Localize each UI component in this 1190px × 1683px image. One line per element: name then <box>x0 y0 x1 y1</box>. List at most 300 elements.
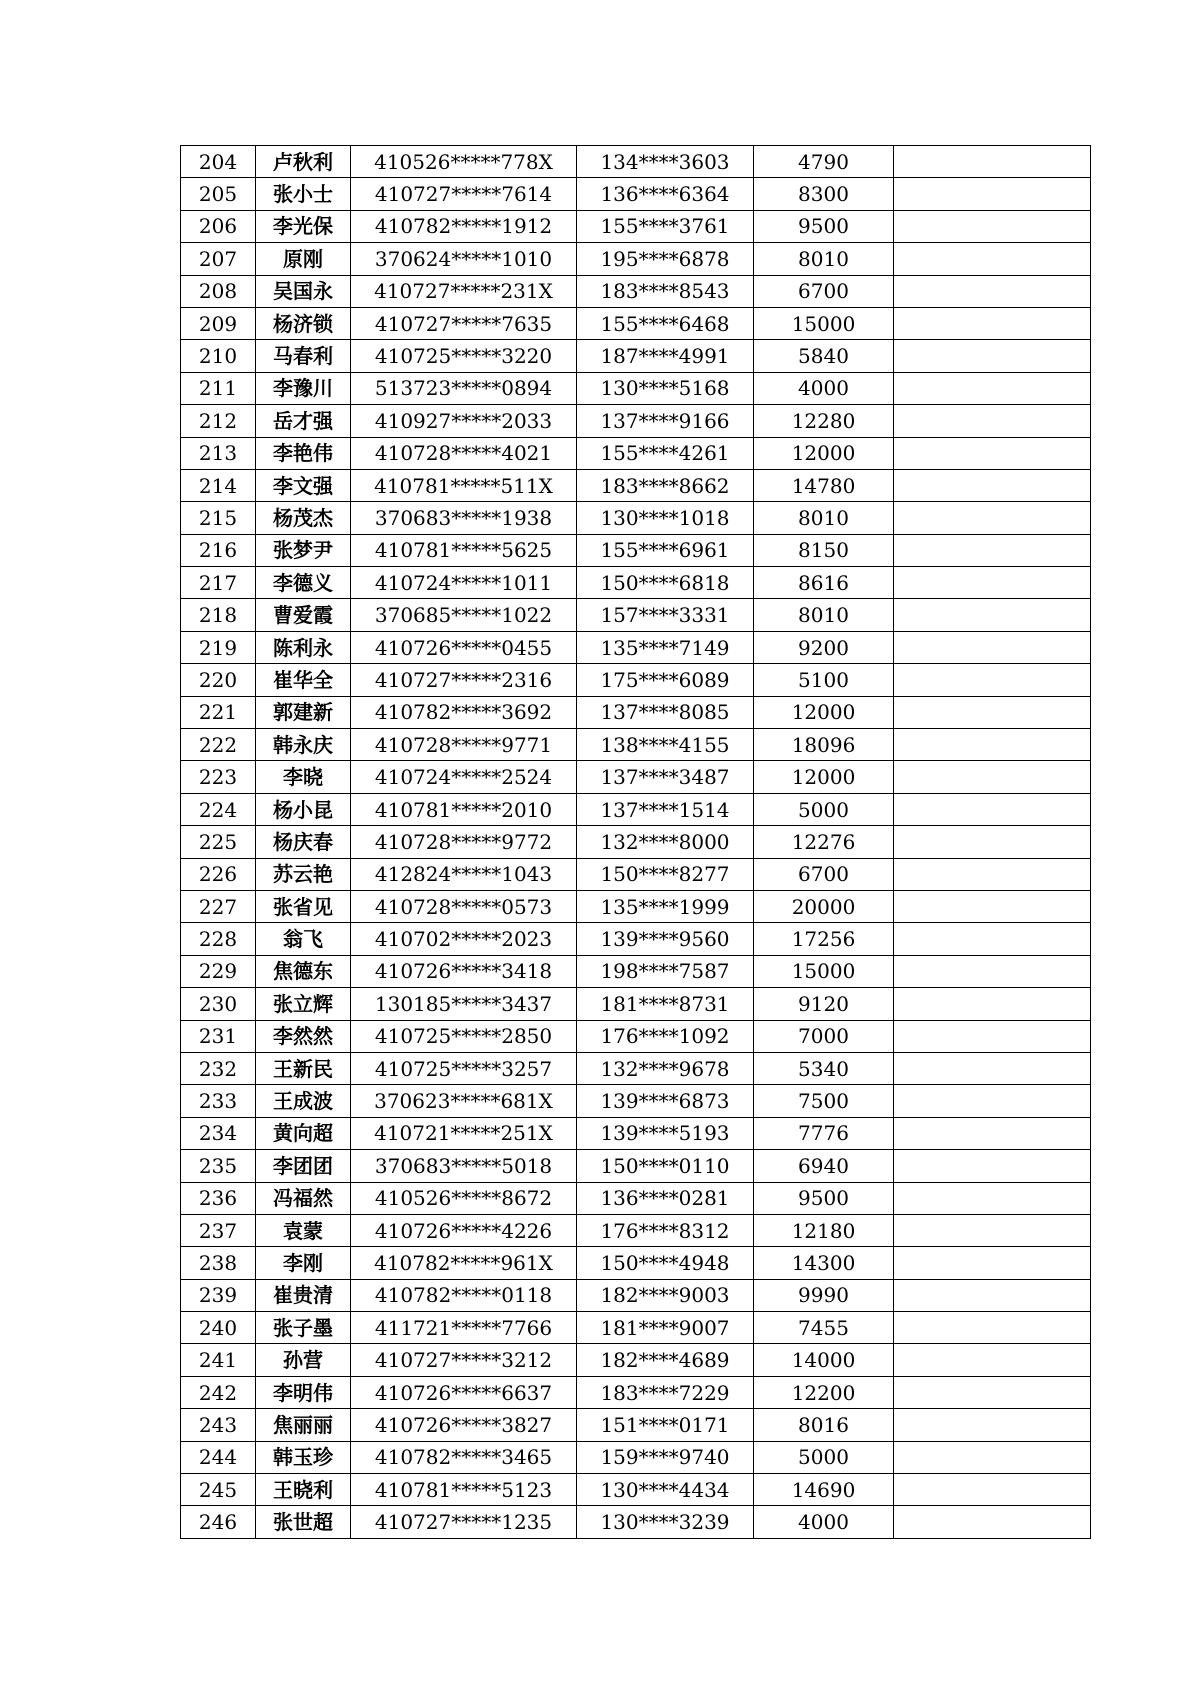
remark-cell <box>894 1441 1091 1473</box>
row-index-cell: 226 <box>181 858 256 890</box>
remark-cell <box>894 923 1091 955</box>
row-index-cell: 215 <box>181 502 256 534</box>
name-cell: 李文强 <box>256 469 351 501</box>
id-number-cell: 410726*****6637 <box>351 1376 577 1408</box>
name-cell: 杨茂杰 <box>256 502 351 534</box>
row-index-cell: 218 <box>181 599 256 631</box>
name-cell: 焦丽丽 <box>256 1409 351 1441</box>
row-index-cell: 219 <box>181 631 256 663</box>
name-cell: 原刚 <box>256 243 351 275</box>
table-row <box>181 1150 1091 1182</box>
amount-cell: 8616 <box>754 567 894 599</box>
remark-cell <box>894 502 1091 534</box>
amount-cell: 15000 <box>754 307 894 339</box>
remark-cell <box>894 307 1091 339</box>
table-row <box>181 469 1091 501</box>
remark-cell <box>894 1344 1091 1376</box>
id-number-cell: 410728*****9772 <box>351 826 577 858</box>
row-index-cell: 239 <box>181 1279 256 1311</box>
row-index-cell: 231 <box>181 1020 256 1052</box>
name-cell: 韩永庆 <box>256 729 351 761</box>
remark-cell <box>894 275 1091 307</box>
amount-cell: 9990 <box>754 1279 894 1311</box>
amount-cell: 8010 <box>754 599 894 631</box>
id-number-cell: 370623*****681X <box>351 1085 577 1117</box>
phone-cell: 135****1999 <box>577 890 754 922</box>
phone-cell: 155****3761 <box>577 210 754 242</box>
phone-cell: 187****4991 <box>577 340 754 372</box>
id-number-cell: 410782*****0118 <box>351 1279 577 1311</box>
phone-cell: 183****8662 <box>577 469 754 501</box>
row-index-cell: 242 <box>181 1376 256 1408</box>
remark-cell <box>894 469 1091 501</box>
table-row <box>181 534 1091 566</box>
amount-cell: 9200 <box>754 631 894 663</box>
name-cell: 李刚 <box>256 1247 351 1279</box>
name-cell: 李艳伟 <box>256 437 351 469</box>
id-number-cell: 410782*****1912 <box>351 210 577 242</box>
phone-cell: 150****6818 <box>577 567 754 599</box>
amount-cell: 6700 <box>754 858 894 890</box>
name-cell: 李豫川 <box>256 372 351 404</box>
row-index-cell: 225 <box>181 826 256 858</box>
table-row <box>181 372 1091 404</box>
amount-cell: 9500 <box>754 210 894 242</box>
name-cell: 李光保 <box>256 210 351 242</box>
row-index-cell: 230 <box>181 988 256 1020</box>
table-row <box>181 567 1091 599</box>
phone-cell: 138****4155 <box>577 729 754 761</box>
row-index-cell: 234 <box>181 1117 256 1149</box>
row-index-cell: 246 <box>181 1506 256 1538</box>
id-number-cell: 410725*****3220 <box>351 340 577 372</box>
phone-cell: 136****6364 <box>577 178 754 210</box>
table-row <box>181 1214 1091 1246</box>
name-cell: 张省见 <box>256 890 351 922</box>
row-index-cell: 240 <box>181 1312 256 1344</box>
row-index-cell: 228 <box>181 923 256 955</box>
remark-cell <box>894 955 1091 987</box>
row-index-cell: 223 <box>181 761 256 793</box>
table-row <box>181 437 1091 469</box>
row-index-cell: 216 <box>181 534 256 566</box>
phone-cell: 182****4689 <box>577 1344 754 1376</box>
remark-cell <box>894 793 1091 825</box>
amount-cell: 12180 <box>754 1214 894 1246</box>
amount-cell: 4000 <box>754 1506 894 1538</box>
id-number-cell: 410726*****3827 <box>351 1409 577 1441</box>
phone-cell: 137****8085 <box>577 696 754 728</box>
id-number-cell: 370624*****1010 <box>351 243 577 275</box>
row-index-cell: 245 <box>181 1474 256 1506</box>
id-number-cell: 370683*****5018 <box>351 1150 577 1182</box>
row-index-cell: 237 <box>181 1214 256 1246</box>
table-row <box>181 599 1091 631</box>
name-cell: 崔华全 <box>256 664 351 696</box>
amount-cell: 6940 <box>754 1150 894 1182</box>
table-row <box>181 405 1091 437</box>
table-row <box>181 1052 1091 1084</box>
amount-cell: 18096 <box>754 729 894 761</box>
remark-cell <box>894 1409 1091 1441</box>
remark-cell <box>894 1474 1091 1506</box>
id-number-cell: 410727*****7635 <box>351 307 577 339</box>
table-row <box>181 307 1091 339</box>
table-row <box>181 631 1091 663</box>
name-cell: 李然然 <box>256 1020 351 1052</box>
id-number-cell: 410724*****1011 <box>351 567 577 599</box>
remark-cell <box>894 405 1091 437</box>
id-number-cell: 410782*****961X <box>351 1247 577 1279</box>
name-cell: 袁蒙 <box>256 1214 351 1246</box>
table-row <box>181 146 1091 178</box>
table-row <box>181 210 1091 242</box>
remark-cell <box>894 534 1091 566</box>
name-cell: 崔贵清 <box>256 1279 351 1311</box>
table-row <box>181 890 1091 922</box>
table-row <box>181 1474 1091 1506</box>
row-index-cell: 206 <box>181 210 256 242</box>
amount-cell: 8010 <box>754 243 894 275</box>
phone-cell: 137****3487 <box>577 761 754 793</box>
remark-cell <box>894 243 1091 275</box>
amount-cell: 12200 <box>754 1376 894 1408</box>
remark-cell <box>894 146 1091 178</box>
phone-cell: 181****9007 <box>577 1312 754 1344</box>
phone-cell: 137****1514 <box>577 793 754 825</box>
remark-cell <box>894 1279 1091 1311</box>
table-row <box>181 793 1091 825</box>
remark-cell <box>894 1214 1091 1246</box>
name-cell: 黄向超 <box>256 1117 351 1149</box>
phone-cell: 139****6873 <box>577 1085 754 1117</box>
roster-table <box>180 145 1091 1539</box>
row-index-cell: 214 <box>181 469 256 501</box>
phone-cell: 139****9560 <box>577 923 754 955</box>
table-row <box>181 826 1091 858</box>
remark-cell <box>894 1150 1091 1182</box>
amount-cell: 5840 <box>754 340 894 372</box>
table-row <box>181 1182 1091 1214</box>
remark-cell <box>894 1247 1091 1279</box>
phone-cell: 150****8277 <box>577 858 754 890</box>
id-number-cell: 410526*****778X <box>351 146 577 178</box>
remark-cell <box>894 1117 1091 1149</box>
amount-cell: 12276 <box>754 826 894 858</box>
name-cell: 岳才强 <box>256 405 351 437</box>
phone-cell: 159****9740 <box>577 1441 754 1473</box>
phone-cell: 182****9003 <box>577 1279 754 1311</box>
amount-cell: 9500 <box>754 1182 894 1214</box>
table-row <box>181 761 1091 793</box>
amount-cell: 8150 <box>754 534 894 566</box>
row-index-cell: 232 <box>181 1052 256 1084</box>
id-number-cell: 411721*****7766 <box>351 1312 577 1344</box>
amount-cell: 20000 <box>754 890 894 922</box>
phone-cell: 183****8543 <box>577 275 754 307</box>
amount-cell: 5000 <box>754 1441 894 1473</box>
phone-cell: 136****0281 <box>577 1182 754 1214</box>
phone-cell: 157****3331 <box>577 599 754 631</box>
table-row <box>181 696 1091 728</box>
phone-cell: 155****6961 <box>577 534 754 566</box>
phone-cell: 176****1092 <box>577 1020 754 1052</box>
name-cell: 杨小昆 <box>256 793 351 825</box>
remark-cell <box>894 631 1091 663</box>
id-number-cell: 370683*****1938 <box>351 502 577 534</box>
phone-cell: 130****3239 <box>577 1506 754 1538</box>
name-cell: 李晓 <box>256 761 351 793</box>
phone-cell: 135****7149 <box>577 631 754 663</box>
row-index-cell: 233 <box>181 1085 256 1117</box>
row-index-cell: 217 <box>181 567 256 599</box>
phone-cell: 130****5168 <box>577 372 754 404</box>
amount-cell: 7500 <box>754 1085 894 1117</box>
id-number-cell: 410727*****3212 <box>351 1344 577 1376</box>
remark-cell <box>894 1506 1091 1538</box>
remark-cell <box>894 1052 1091 1084</box>
phone-cell: 150****4948 <box>577 1247 754 1279</box>
name-cell: 杨济锁 <box>256 307 351 339</box>
id-number-cell: 410726*****0455 <box>351 631 577 663</box>
phone-cell: 155****6468 <box>577 307 754 339</box>
remark-cell <box>894 372 1091 404</box>
remark-cell <box>894 178 1091 210</box>
amount-cell: 5000 <box>754 793 894 825</box>
row-index-cell: 243 <box>181 1409 256 1441</box>
id-number-cell: 410728*****9771 <box>351 729 577 761</box>
name-cell: 张立辉 <box>256 988 351 1020</box>
name-cell: 张子墨 <box>256 1312 351 1344</box>
remark-cell <box>894 567 1091 599</box>
table-row <box>181 858 1091 890</box>
table-row <box>181 1020 1091 1052</box>
name-cell: 孙营 <box>256 1344 351 1376</box>
row-index-cell: 238 <box>181 1247 256 1279</box>
amount-cell: 7776 <box>754 1117 894 1149</box>
remark-cell <box>894 437 1091 469</box>
phone-cell: 137****9166 <box>577 405 754 437</box>
row-index-cell: 236 <box>181 1182 256 1214</box>
id-number-cell: 412824*****1043 <box>351 858 577 890</box>
id-number-cell: 410727*****1235 <box>351 1506 577 1538</box>
name-cell: 王成波 <box>256 1085 351 1117</box>
remark-cell <box>894 988 1091 1020</box>
table-row <box>181 178 1091 210</box>
phone-cell: 195****6878 <box>577 243 754 275</box>
remark-cell <box>894 761 1091 793</box>
remark-cell <box>894 890 1091 922</box>
remark-cell <box>894 340 1091 372</box>
table-row <box>181 988 1091 1020</box>
row-index-cell: 208 <box>181 275 256 307</box>
phone-cell: 155****4261 <box>577 437 754 469</box>
remark-cell <box>894 664 1091 696</box>
amount-cell: 7455 <box>754 1312 894 1344</box>
id-number-cell: 130185*****3437 <box>351 988 577 1020</box>
id-number-cell: 410727*****2316 <box>351 664 577 696</box>
id-number-cell: 410782*****3692 <box>351 696 577 728</box>
table-row <box>181 1441 1091 1473</box>
remark-cell <box>894 1312 1091 1344</box>
table-row <box>181 923 1091 955</box>
amount-cell: 12280 <box>754 405 894 437</box>
table-row <box>181 729 1091 761</box>
table-row <box>181 1279 1091 1311</box>
table-row <box>181 1247 1091 1279</box>
amount-cell: 12000 <box>754 696 894 728</box>
amount-cell: 4000 <box>754 372 894 404</box>
amount-cell: 14300 <box>754 1247 894 1279</box>
name-cell: 马春利 <box>256 340 351 372</box>
id-number-cell: 513723*****0894 <box>351 372 577 404</box>
id-number-cell: 410782*****3465 <box>351 1441 577 1473</box>
id-number-cell: 410725*****2850 <box>351 1020 577 1052</box>
row-index-cell: 241 <box>181 1344 256 1376</box>
id-number-cell: 410702*****2023 <box>351 923 577 955</box>
phone-cell: 198****7587 <box>577 955 754 987</box>
phone-cell: 132****9678 <box>577 1052 754 1084</box>
phone-cell: 130****1018 <box>577 502 754 534</box>
id-number-cell: 410726*****4226 <box>351 1214 577 1246</box>
row-index-cell: 205 <box>181 178 256 210</box>
row-index-cell: 224 <box>181 793 256 825</box>
amount-cell: 14690 <box>754 1474 894 1506</box>
remark-cell <box>894 1020 1091 1052</box>
name-cell: 郭建新 <box>256 696 351 728</box>
amount-cell: 14780 <box>754 469 894 501</box>
table-row <box>181 275 1091 307</box>
id-number-cell: 410726*****3418 <box>351 955 577 987</box>
id-number-cell: 410721*****251X <box>351 1117 577 1149</box>
row-index-cell: 222 <box>181 729 256 761</box>
row-index-cell: 227 <box>181 890 256 922</box>
phone-cell: 183****7229 <box>577 1376 754 1408</box>
amount-cell: 15000 <box>754 955 894 987</box>
phone-cell: 132****8000 <box>577 826 754 858</box>
amount-cell: 12000 <box>754 437 894 469</box>
remark-cell <box>894 826 1091 858</box>
name-cell: 曹爱霞 <box>256 599 351 631</box>
remark-cell <box>894 858 1091 890</box>
phone-cell: 151****0171 <box>577 1409 754 1441</box>
remark-cell <box>894 599 1091 631</box>
row-index-cell: 209 <box>181 307 256 339</box>
amount-cell: 7000 <box>754 1020 894 1052</box>
phone-cell: 176****8312 <box>577 1214 754 1246</box>
name-cell: 王晓利 <box>256 1474 351 1506</box>
row-index-cell: 213 <box>181 437 256 469</box>
table-row <box>181 1117 1091 1149</box>
name-cell: 吴国永 <box>256 275 351 307</box>
amount-cell: 4790 <box>754 146 894 178</box>
id-number-cell: 370685*****1022 <box>351 599 577 631</box>
name-cell: 李团团 <box>256 1150 351 1182</box>
row-index-cell: 210 <box>181 340 256 372</box>
name-cell: 张世超 <box>256 1506 351 1538</box>
name-cell: 韩玉珍 <box>256 1441 351 1473</box>
table-row <box>181 955 1091 987</box>
row-index-cell: 204 <box>181 146 256 178</box>
amount-cell: 17256 <box>754 923 894 955</box>
table-row <box>181 502 1091 534</box>
table-row <box>181 1506 1091 1538</box>
name-cell: 李德义 <box>256 567 351 599</box>
row-index-cell: 244 <box>181 1441 256 1473</box>
name-cell: 李明伟 <box>256 1376 351 1408</box>
id-number-cell: 410727*****7614 <box>351 178 577 210</box>
id-number-cell: 410781*****5625 <box>351 534 577 566</box>
phone-cell: 130****4434 <box>577 1474 754 1506</box>
name-cell: 卢秋利 <box>256 146 351 178</box>
table-row <box>181 1312 1091 1344</box>
name-cell: 王新民 <box>256 1052 351 1084</box>
amount-cell: 12000 <box>754 761 894 793</box>
id-number-cell: 410781*****5123 <box>351 1474 577 1506</box>
id-number-cell: 410927*****2033 <box>351 405 577 437</box>
table-row <box>181 1376 1091 1408</box>
name-cell: 焦德东 <box>256 955 351 987</box>
id-number-cell: 410728*****0573 <box>351 890 577 922</box>
id-number-cell: 410725*****3257 <box>351 1052 577 1084</box>
name-cell: 苏云艳 <box>256 858 351 890</box>
row-index-cell: 212 <box>181 405 256 437</box>
phone-cell: 134****3603 <box>577 146 754 178</box>
table-row <box>181 664 1091 696</box>
phone-cell: 139****5193 <box>577 1117 754 1149</box>
roster-table-body <box>181 146 1091 1539</box>
row-index-cell: 221 <box>181 696 256 728</box>
remark-cell <box>894 1182 1091 1214</box>
row-index-cell: 235 <box>181 1150 256 1182</box>
row-index-cell: 220 <box>181 664 256 696</box>
name-cell: 张小士 <box>256 178 351 210</box>
amount-cell: 5340 <box>754 1052 894 1084</box>
table-row <box>181 1344 1091 1376</box>
amount-cell: 9120 <box>754 988 894 1020</box>
id-number-cell: 410724*****2524 <box>351 761 577 793</box>
row-index-cell: 229 <box>181 955 256 987</box>
amount-cell: 14000 <box>754 1344 894 1376</box>
id-number-cell: 410727*****231X <box>351 275 577 307</box>
row-index-cell: 211 <box>181 372 256 404</box>
id-number-cell: 410781*****2010 <box>351 793 577 825</box>
id-number-cell: 410781*****511X <box>351 469 577 501</box>
amount-cell: 8300 <box>754 178 894 210</box>
id-number-cell: 410728*****4021 <box>351 437 577 469</box>
id-number-cell: 410526*****8672 <box>351 1182 577 1214</box>
amount-cell: 6700 <box>754 275 894 307</box>
name-cell: 翁飞 <box>256 923 351 955</box>
phone-cell: 181****8731 <box>577 988 754 1020</box>
table-row <box>181 243 1091 275</box>
table-row <box>181 340 1091 372</box>
name-cell: 杨庆春 <box>256 826 351 858</box>
table-row <box>181 1085 1091 1117</box>
amount-cell: 8010 <box>754 502 894 534</box>
name-cell: 冯福然 <box>256 1182 351 1214</box>
row-index-cell: 207 <box>181 243 256 275</box>
name-cell: 张梦尹 <box>256 534 351 566</box>
remark-cell <box>894 1376 1091 1408</box>
phone-cell: 150****0110 <box>577 1150 754 1182</box>
remark-cell <box>894 210 1091 242</box>
name-cell: 陈利永 <box>256 631 351 663</box>
phone-cell: 175****6089 <box>577 664 754 696</box>
amount-cell: 5100 <box>754 664 894 696</box>
remark-cell <box>894 696 1091 728</box>
remark-cell <box>894 729 1091 761</box>
